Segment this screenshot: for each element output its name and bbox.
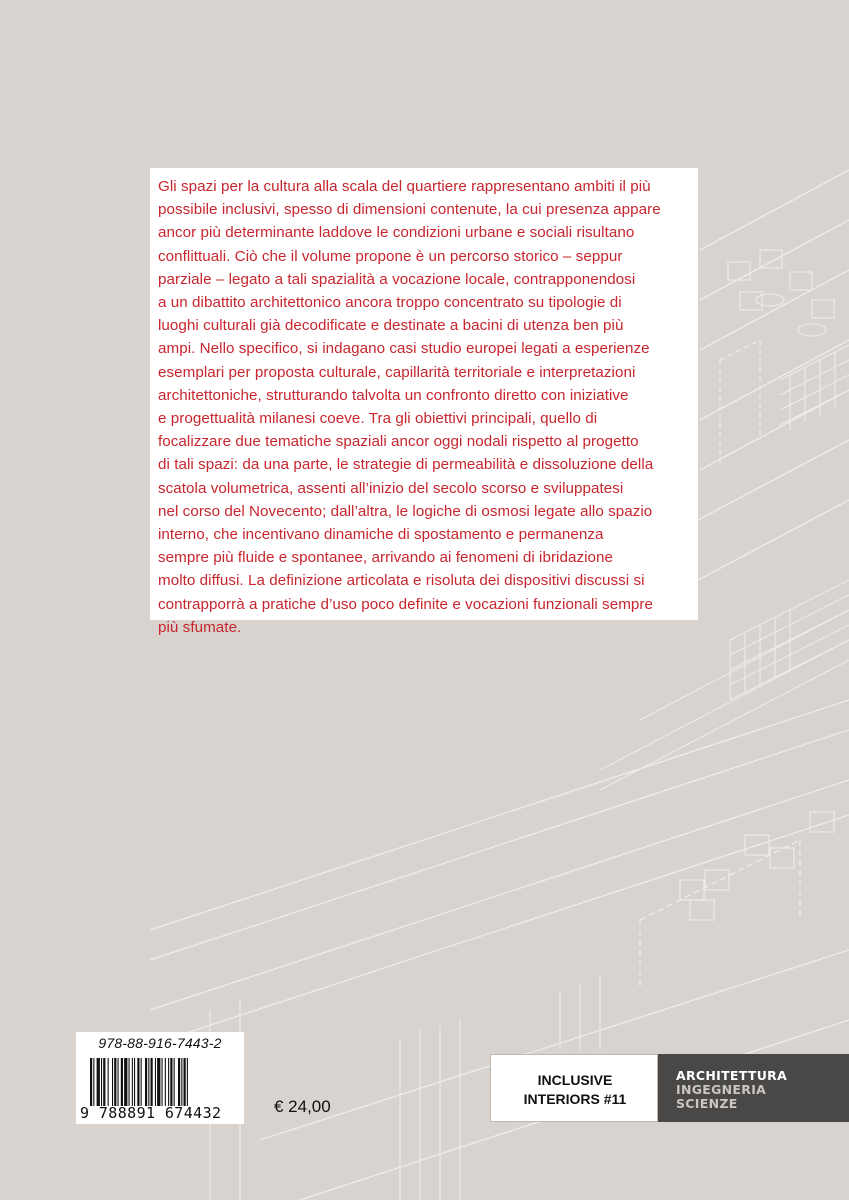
blurb-line: sempre più fluide e spontanee, arrivando ai fenomeni di ibridazione — [158, 549, 614, 567]
series-number: INTERIORS #11 — [523, 1091, 627, 1107]
blurb-line: scatola volumetrica, assenti all’inizio del secolo scorso e sviluppatesi — [158, 479, 624, 497]
blurb-line: più sfumate. — [158, 618, 242, 636]
barcode-bar — [181, 1058, 182, 1106]
barcode-bar — [108, 1058, 109, 1106]
category-scienze: SCIENZE — [676, 1096, 738, 1111]
barcode-bar — [141, 1058, 142, 1106]
isbn-text: 978-88-916-7443-2 — [98, 1035, 222, 1051]
blurb-line: a un dibattito architettonico ancora troppo concentrato su tipologie di — [158, 294, 622, 312]
blurb-line: interno, che incentivano dinamiche di spostamento e permanenza — [158, 526, 604, 544]
barcode-bar — [118, 1058, 119, 1106]
barcode-bar — [112, 1058, 113, 1106]
barcode-bar — [132, 1058, 133, 1106]
blurb-line: e progettualità milanesi coeve. Tra gli obiettivi principali, quello di — [158, 410, 598, 428]
barcode-bar — [162, 1058, 163, 1106]
barcode-bar — [151, 1058, 153, 1106]
barcode-digits: 9 788891 674432 — [80, 1104, 222, 1122]
barcode-bar — [137, 1058, 139, 1106]
isbn-barcode-box — [76, 1032, 244, 1124]
blurb-line: parziale – legato a tali spazialità a vocazione locale, contrapponendosi — [158, 270, 636, 288]
blurb-line: contrapporrà a pratiche d’uso poco definite e vocazioni funzionali sempre — [158, 595, 654, 613]
barcode-bar — [187, 1058, 188, 1106]
barcode-bar — [101, 1058, 102, 1106]
blurb-line: Gli spazi per la cultura alla scala del quartiere rappresentano ambiti il più — [158, 178, 651, 195]
category-ingegneria: INGEGNERIA — [676, 1082, 767, 1097]
barcode-bar — [103, 1058, 105, 1106]
barcode-bar — [145, 1058, 147, 1106]
barcode-bar — [124, 1058, 127, 1106]
barcode-bar — [168, 1058, 169, 1106]
blurb-line: esemplari per proposta culturale, capillarità territoriale e interpretazioni — [158, 363, 636, 381]
series-name: INCLUSIVE — [537, 1072, 613, 1088]
barcode-bar — [114, 1058, 116, 1106]
barcode-bar — [178, 1058, 180, 1106]
blurb-line: conflittuali. Ciò che il volume propone è un percorso storico – seppur — [158, 247, 623, 265]
category-architettura: ARCHITETTURA — [676, 1068, 788, 1083]
barcode-bar — [184, 1058, 186, 1106]
blurb-line: possibile inclusivi, spesso di dimensioni contenute, la cui presenza appare — [158, 201, 661, 219]
blurb-line: ampi. Nello specifico, si indagano casi studio europei legati a esperienze — [158, 340, 650, 358]
barcode-bar — [93, 1058, 94, 1106]
barcode-bar — [148, 1058, 149, 1106]
barcode-bar — [165, 1058, 166, 1106]
barcode-bar — [170, 1058, 172, 1106]
barcode-bar — [97, 1058, 100, 1106]
blurb-paragraph — [158, 175, 690, 639]
barcode-bar — [174, 1058, 175, 1106]
price-label: € 24,00 — [274, 1097, 331, 1116]
barcode-bar — [134, 1058, 135, 1106]
back-cover-blurb — [150, 168, 698, 636]
barcode-bar — [129, 1058, 130, 1106]
barcode-bar — [155, 1058, 156, 1106]
blurb-line: molto diffusi. La definizione articolata e risoluta dei dispositivi discussi si — [158, 572, 645, 590]
series-box — [490, 1054, 658, 1122]
blurb-line: nel corso del Novecento; dall’altra, le logiche di osmosi legate allo spazio — [158, 502, 653, 520]
blurb-line: focalizzare due tematiche spaziali ancor oggi nodali rispetto al progetto — [158, 433, 639, 451]
barcode-bar — [121, 1058, 123, 1106]
barcode-bar — [90, 1058, 92, 1106]
blurb-line: ancor più determinante laddove le condizioni urbane e sociali risultano — [158, 224, 635, 242]
blurb-line: luoghi culturali già decodificate e destinate a bacini di utenza ben più — [158, 317, 624, 335]
publisher-category-box — [658, 1054, 849, 1122]
barcode-bar — [157, 1058, 160, 1106]
barcode-image — [90, 1058, 236, 1106]
blurb-line: architettoniche, strutturando talvolta un confronto diretto con iniziative — [158, 386, 629, 404]
blurb-line: di tali spazi: da una parte, le strategie di permeabilità e dissoluzione della — [158, 456, 654, 474]
